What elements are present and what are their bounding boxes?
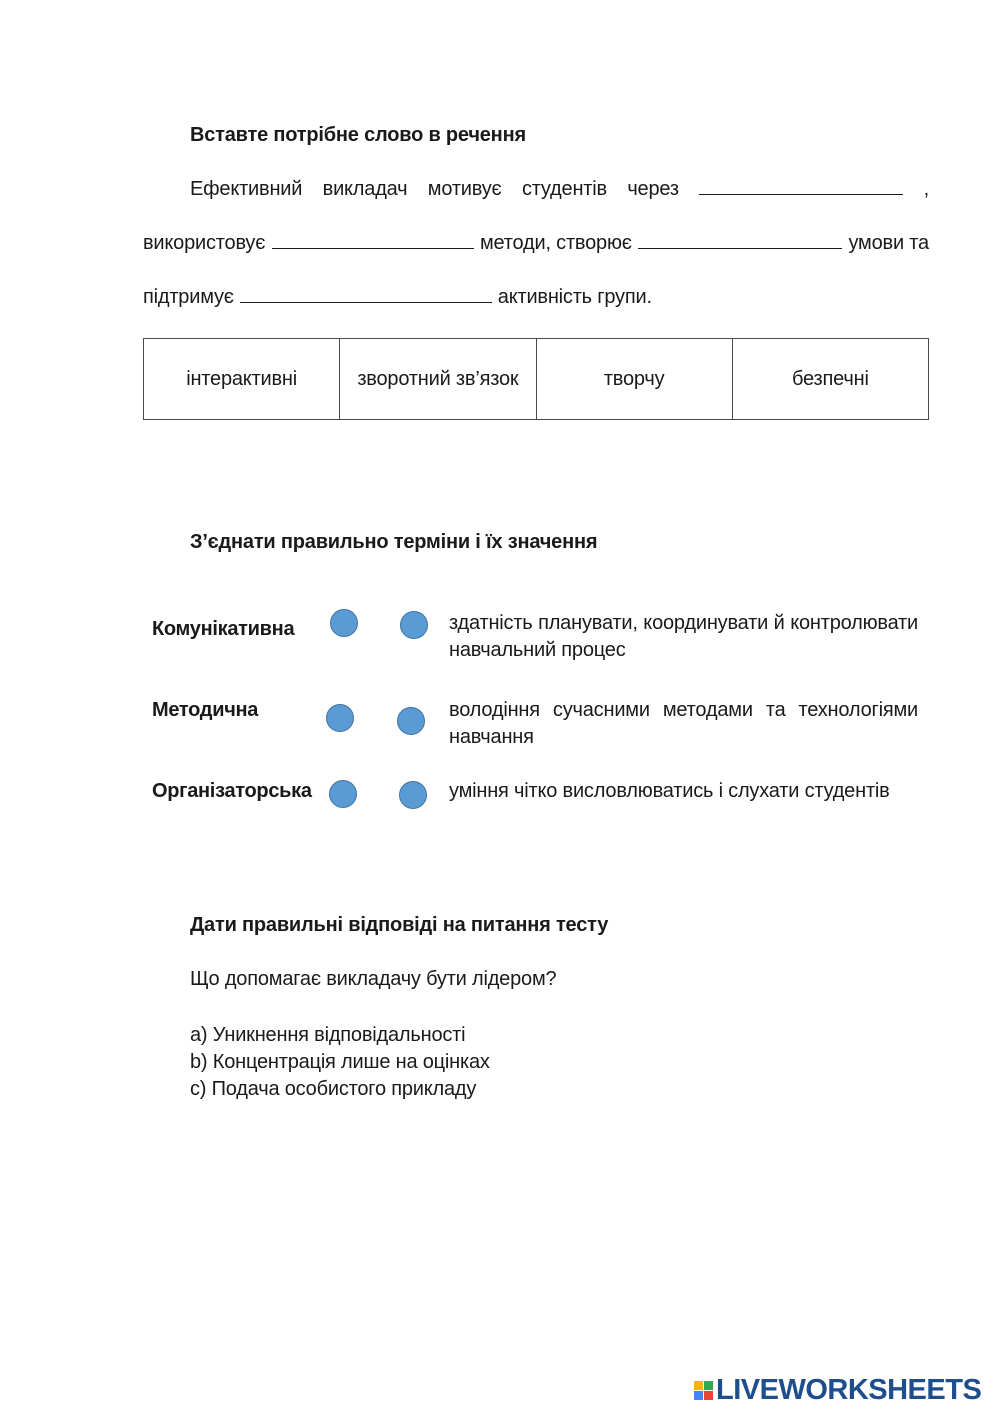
match-dot-left-2[interactable] [326, 704, 354, 732]
answer-option-b[interactable]: b) Концентрація лише на оцінках [190, 1051, 490, 1073]
meaning-3 [449, 778, 918, 805]
sentence-line-1 [190, 178, 929, 201]
word-bank-item[interactable]: творчу [537, 339, 733, 419]
test-question: Що допомагає викладачу бути лідером? [190, 968, 557, 990]
text: підтримує [143, 286, 234, 308]
blank-3-input[interactable] [638, 234, 842, 249]
word: через [627, 178, 679, 200]
answer-option-a[interactable]: a) Уникнення відповідальності [190, 1024, 466, 1046]
word: студентів [521, 178, 607, 200]
logo-square [704, 1391, 713, 1400]
word-bank-item[interactable]: інтерактивні [144, 339, 340, 419]
word: мотивує [427, 178, 502, 200]
meaning-line: навчальний процес [449, 639, 626, 661]
match-dot-right-2[interactable] [397, 707, 425, 735]
answer-option-c[interactable]: c) Подача особистого прикладу [190, 1078, 477, 1100]
logo-square [694, 1391, 703, 1400]
answer-options [190, 1022, 490, 1103]
logo-text: LIVEWORKSHEETS [716, 1374, 982, 1406]
match-dot-left-1[interactable] [330, 609, 358, 637]
sentence-line-3 [143, 286, 652, 309]
liveworksheets-logo [694, 1374, 981, 1407]
match-dot-right-3[interactable] [399, 781, 427, 809]
comma: , [923, 178, 929, 200]
section1-heading: Вставте потрібне слово в речення [190, 124, 526, 146]
blank-4-input[interactable] [240, 288, 492, 303]
match-dot-left-3[interactable] [329, 780, 357, 808]
text: активність групи. [497, 286, 652, 308]
meaning-line: навчання [449, 726, 534, 748]
word-bank-item[interactable]: зворотний зв’язок [340, 339, 536, 419]
word: викладач [322, 178, 408, 200]
meaning-line: уміння чітко висловлюватись і слухати студентів [449, 780, 890, 802]
logo-square [704, 1381, 713, 1390]
section2-heading: З’єднати правильно терміни і їх значення [190, 531, 598, 553]
meaning-2 [449, 697, 918, 751]
section3-heading: Дати правильні відповіді на питання тесту [190, 914, 609, 936]
meaning-line: володіння сучасними методами та технологіями [449, 699, 918, 721]
word-bank-table [143, 338, 929, 420]
text: використовує [143, 232, 266, 254]
blank-1-input[interactable] [699, 180, 903, 195]
match-dot-right-1[interactable] [400, 611, 428, 639]
text: умови та [848, 232, 929, 254]
word: Ефективний [190, 178, 303, 200]
term-methodical: Методична [152, 699, 259, 721]
meaning-line: здатність планувати, координувати й контролювати [449, 612, 918, 634]
sentence-line-2 [143, 232, 929, 255]
term-organizational: Організаторська [152, 780, 312, 802]
logo-square [694, 1381, 703, 1390]
word-bank-item[interactable]: безпечні [792, 367, 869, 390]
blank-2-input[interactable] [272, 234, 474, 249]
logo-grid-icon [694, 1381, 713, 1400]
meaning-1 [449, 610, 918, 664]
text: методи, створює [479, 232, 632, 254]
term-communicative: Комунікативна [152, 618, 295, 640]
